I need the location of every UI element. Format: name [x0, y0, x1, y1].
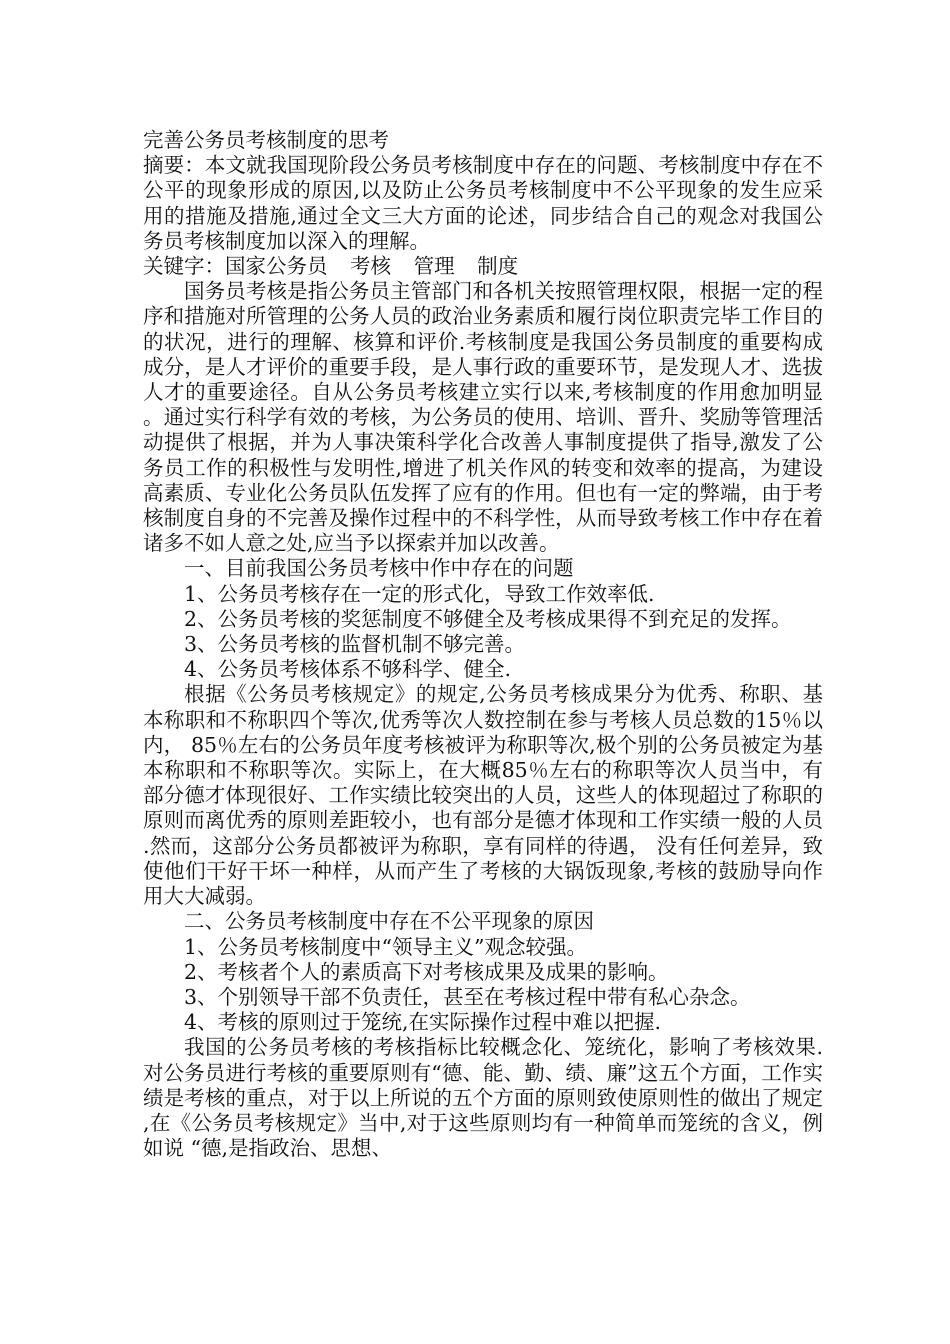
section-heading: 一、目前我国公务员考核中作中存在的问题 [184, 556, 574, 581]
list-item: 4、考核的原则过于笼统,在实际操作过程中难以把握. [184, 1010, 662, 1035]
body-paragraph: 我国的公务员考核的考核指标比较概念化、笼统化，影响了考核效果.对公务员进行考核的重要原则有“德、能、勤、绩、廉”这五个方面，工作实绩是考核的重点，对于以上所说的五个方面的原则致使原则性的做出了规定,在《公务员考核规定》当中,对于这些原则均有一种简单而笼统的含义，例如说 “德,是指政治、思想、 [143, 1035, 823, 1161]
body-paragraph: 根据《公务员考核规定》的规定,公务员考核成果分为优秀、称职、基本称职和不称职四个等次,优秀等次人数控制在参与考核人员总数的15％以内， 85％左右的公务员年度考核被评为称职等次,极个别的公务员被定为基本称职和不称职等次。实际上，在大概85％左右的称职等次人员当中，有部分德才体现很好、工作实绩比较突出的人员，这些人的体现超过了称职的原则而离优秀的原则差距较小，也有部分是德才体现和工作实绩一般的人员.然而，这部分公务员都被评为称职，享有同样的待遇， 没有任何差异，致使他们干好干坏一种样，从而产生了考核的大锅饭现象,考核的鼓励导向作用大大减弱。 [143, 682, 823, 909]
keyword-item: 考核 [350, 254, 392, 279]
abstract: 摘要：本文就我国现阶段公务员考核制度中存在的问题、考核制度中存在不公平的现象形成的原因,以及防止公务员考核制度中不公平现象的发生应采用的措施及措施,通过全文三大方面的论述，同步结合自己的观念对我国公务员考核制度加以深入的理解。 [143, 153, 823, 253]
keyword-item: 制度 [477, 254, 519, 279]
list-item: 1、公务员考核存在一定的形式化，导致工作效率低. [184, 581, 655, 606]
section-heading: 二、公务员考核制度中存在不公平现象的原因 [184, 909, 594, 934]
keyword-item: 管理 [413, 254, 455, 279]
list-item: 3、个别领导干部不负责任，甚至在考核过程中带有私心杂念。 [184, 984, 751, 1009]
list-item: 1、公务员考核制度中“领导主义”观念较强。 [184, 934, 588, 959]
document-title: 完善公务员考核制度的思考 [143, 128, 389, 152]
keywords-line [143, 254, 823, 279]
list-item: 4、公务员考核体系不够科学、健全. [184, 657, 512, 682]
list-item: 3、公务员考核的监督机制不够完善。 [184, 632, 526, 657]
list-item: 2、考核者个人的素质高下对考核成果及成果的影响。 [184, 959, 669, 984]
keywords-label: 关键字： [143, 254, 225, 279]
keyword-item: 国家公务员 [225, 254, 328, 279]
body-paragraph: 国务员考核是指公务员主管部门和各机关按照管理权限，根据一定的程序和措施对所管理的公务人员的政治业务素质和履行岗位职责完毕工作目的的状况，进行的理解、核算和评价.考核制度是我国公务员制度的重要构成成分，是人才评价的重要手段，是人事行政的重要环节，是发现人才、选拔人才的重要途径。自从公务员考核建立实行以来,考核制度的作用愈加明显。通过实行科学有效的考核，为公务员的使用、培训、晋升、奖励等管理活动提供了根据，并为人事决策科学化合改善人事制度提供了指导,激发了公务员工作的积极性与发明性,增进了机关作风的转变和效率的提高，为建设高素质、专业化公务员队伍发挥了应有的作用。但也有一定的弊端，由于考核制度自身的不完善及操作过程中的不科学性，从而导致考核工作中存在着诸多不如人意之处,应当予以探索并加以改善。 [143, 279, 823, 556]
list-item: 2、公务员考核的奖惩制度不够健全及考核成果得不到充足的发挥。 [184, 606, 792, 631]
document-body [143, 128, 823, 1161]
